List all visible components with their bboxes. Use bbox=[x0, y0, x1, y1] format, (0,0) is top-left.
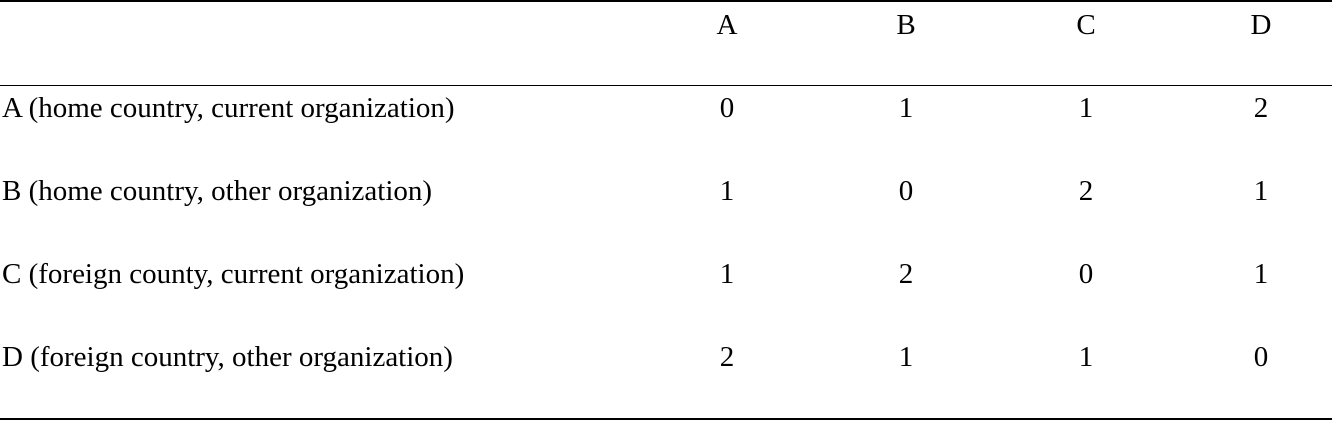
table-cell: 2 bbox=[719, 341, 735, 373]
row-label: C (foreign county, current organization) bbox=[2, 258, 465, 290]
table-cell: 0 bbox=[1253, 341, 1269, 373]
table-cell: 1 bbox=[1253, 175, 1269, 207]
table-cell: 2 bbox=[1078, 175, 1094, 207]
table-cell: 1 bbox=[898, 341, 914, 373]
table-cell: 2 bbox=[1253, 92, 1269, 124]
top-rule bbox=[0, 0, 1332, 2]
table-cell: 1 bbox=[1078, 341, 1094, 373]
row-label: B (home country, other organization) bbox=[2, 175, 433, 207]
table-cell: 2 bbox=[898, 258, 914, 290]
table-cell: 0 bbox=[1078, 258, 1094, 290]
table-cell: 0 bbox=[719, 92, 735, 124]
bottom-rule bbox=[0, 418, 1332, 420]
table-cell: 1 bbox=[719, 175, 735, 207]
row-label: D (foreign country, other organization) bbox=[2, 341, 453, 373]
table-cell: 1 bbox=[1253, 258, 1269, 290]
row-label: A (home country, current organization) bbox=[2, 92, 455, 124]
column-header-c: C bbox=[1076, 9, 1096, 41]
column-header-d: D bbox=[1250, 9, 1272, 41]
table-cell: 1 bbox=[898, 92, 914, 124]
column-header-a: A bbox=[716, 9, 738, 41]
table-cell: 0 bbox=[898, 175, 914, 207]
header-rule bbox=[0, 85, 1332, 86]
table-cell: 1 bbox=[719, 258, 735, 290]
column-header-b: B bbox=[896, 9, 916, 41]
table-cell: 1 bbox=[1078, 92, 1094, 124]
